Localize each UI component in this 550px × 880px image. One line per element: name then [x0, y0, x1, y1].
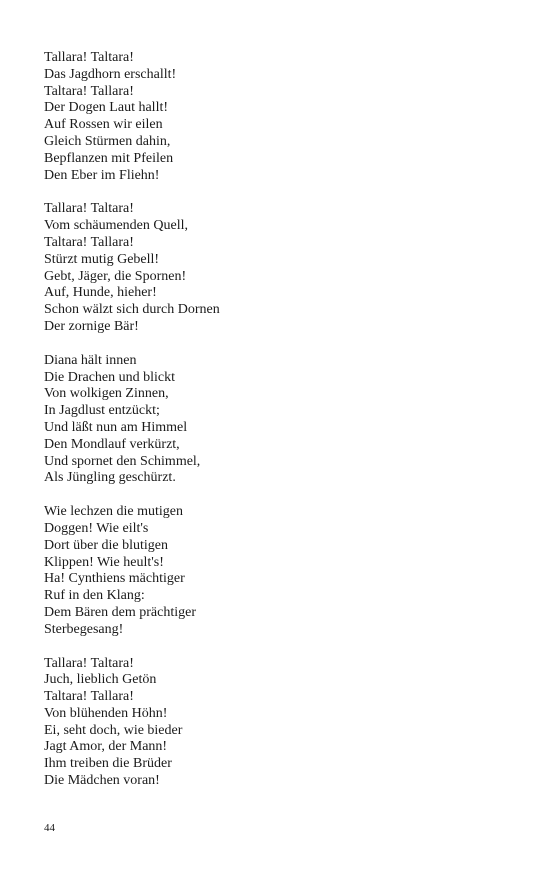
- poem-line: Juch, lieblich Getön: [44, 672, 157, 688]
- poem-line: Ei, seht doch, wie bieder: [44, 722, 183, 738]
- poem-line: Taltara! Tallara!: [44, 83, 134, 99]
- poem-line: Bepflanzen mit Pfeilen: [44, 150, 174, 166]
- poem-line: Wie lechzen die mutigen: [44, 504, 183, 520]
- stanza-4: [44, 504, 504, 638]
- poem-line: Schon wälzt sich durch Dornen: [44, 302, 220, 318]
- poem-line: Als Jüngling geschürzt.: [44, 470, 176, 486]
- poem-line: Tallara! Taltara!: [44, 201, 134, 217]
- page-number: 44: [44, 822, 55, 834]
- stanza-5: [44, 656, 504, 790]
- poem-line: Gleich Stürmen dahin,: [44, 133, 171, 149]
- poem-line: Auf, Hunde, hieher!: [44, 285, 157, 301]
- poem-line: Ha! Cynthiens mächtiger: [44, 571, 185, 587]
- poem-line: Gebt, Jäger, die Spornen!: [44, 268, 187, 284]
- poem-line: Doggen! Wie eilt's: [44, 520, 149, 536]
- poem-line: Der Dogen Laut hallt!: [44, 100, 169, 116]
- poem-line: Dem Bären dem prächtiger: [44, 604, 196, 620]
- poem-line: Klippen! Wie heult's!: [44, 554, 164, 570]
- poem-line: Tallara! Taltara!: [44, 655, 134, 671]
- poem-line: Und läßt nun am Himmel: [44, 419, 188, 435]
- stanza-3: [44, 353, 504, 487]
- poem-line: Taltara! Tallara!: [44, 234, 134, 250]
- poem-line: Von blühenden Höhn!: [44, 705, 168, 721]
- poem-line: Vom schäumenden Quell,: [44, 218, 188, 234]
- stanza-2: [44, 201, 504, 335]
- poem-line: Und spornet den Schimmel,: [44, 453, 201, 469]
- poem-line: Stürzt mutig Gebell!: [44, 251, 160, 267]
- poem-line: Sterbegesang!: [44, 621, 124, 637]
- poem-line: Ihm treiben die Brüder: [44, 756, 172, 772]
- poem-line: Den Eber im Fliehn!: [44, 167, 160, 183]
- poem-line: Der zornige Bär!: [44, 318, 139, 334]
- poem-line: Den Mondlauf verkürzt,: [44, 436, 180, 452]
- poem-line: Taltara! Tallara!: [44, 689, 134, 705]
- poem-line: Dort über die blutigen: [44, 537, 169, 553]
- poem-line: Ruf in den Klang:: [44, 588, 145, 604]
- poem-line: Tallara! Taltara!: [44, 50, 134, 65]
- poem-line: In Jagdlust entzückt;: [44, 403, 160, 419]
- poem-line: Die Drachen und blickt: [44, 369, 176, 385]
- poem: [44, 50, 504, 807]
- poem-line: Auf Rossen wir eilen: [44, 117, 163, 133]
- poem-line: Von wolkigen Zinnen,: [44, 386, 169, 402]
- stanza-1: [44, 50, 504, 184]
- poem-line: Die Mädchen voran!: [44, 773, 160, 789]
- poem-line: Diana hält innen: [44, 352, 137, 368]
- poem-line: Jagt Amor, der Mann!: [44, 739, 168, 755]
- poem-line: Das Jagdhorn erschallt!: [44, 66, 177, 82]
